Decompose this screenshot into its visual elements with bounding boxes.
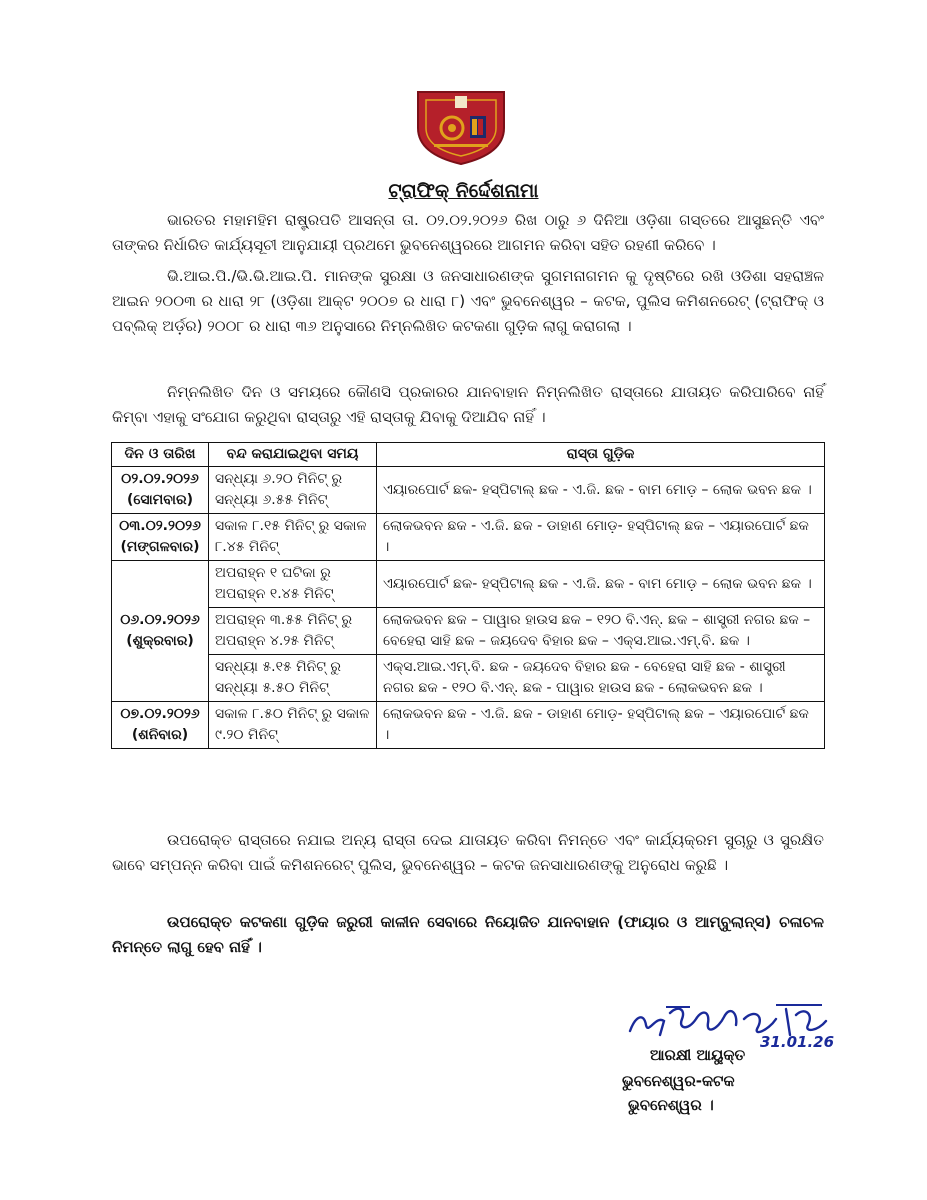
restriction-paragraph: ନିମ୍ନଲିଖିତ ଦିନ ଓ ସମୟରେ କୌଣସି ପ୍ରକାରର ଯାନବାହାନ ନିମ୍ନଲିଖିତ ରାସ୍ତାରେ ଯାତାୟତ କରିପାରିବେ ନାହିଁ କିମ୍ବା ଏହାକୁ ସଂଯୋଗ କରୁଥିବା ରାସ୍ତାରୁ ଏହି ରାସ୍ତାକୁ ଯିବାକୁ ଦିଆଯିବ ନାହିଁ । — [112, 383, 824, 426]
restriction-schedule-table — [111, 442, 825, 749]
time-cell: ଅପରାହ୍ନ ୩.୫୫ ମିନିଟ୍ ରୁ ଅପରାହ୍ନ ୪.୨୫ ମିନିଟ୍ — [209, 608, 377, 655]
day-value: (ସୋମବାର) — [127, 492, 193, 508]
table-header-row — [112, 443, 825, 467]
date-value: ୦୩.୦୨.୨୦୨୬ — [119, 518, 201, 534]
route-cell: ଏକ୍ସ.ଆଇ.ଏମ୍.ବି. ଛକ - ଜୟଦେବ ବିହାର ଛକ - ବେହେରା ସାହି ଛକ - ଶାସ୍ତ୍ରୀ ନଗର ଛକ - ୧୨୦ ବି.ଏନ୍. ଛକ - ପାୱାର ହାଉସ ଛକ - ଲୋକଭବନ ଛକ । — [377, 655, 825, 702]
day-value: (ମଙ୍ଗଳବାର) — [120, 539, 200, 555]
date-value: ୦୭.୦୨.୨୦୨୬ — [120, 706, 200, 722]
time-cell: ସକାଳ ୮.୫୦ ମିନିଟ୍ ରୁ ସକାଳ ୯.୨୦ ମିନିଟ୍ — [209, 702, 377, 749]
table-row — [112, 702, 825, 749]
date-value: ୦୬.୦୨.୨୦୨୬ — [120, 612, 200, 628]
table-row — [112, 514, 825, 561]
day-value: (ଶନିବାର) — [131, 727, 189, 743]
route-cell: ଲୋକଭବନ ଛକ - ଏ.ଜି. ଛକ - ଡାହାଣ ମୋଡ଼- ହସ୍ପିଟାଲ୍ ଛକ – ଏୟାରପୋର୍ଟ ଛକ । — [377, 514, 825, 561]
time-cell: ସନ୍ଧ୍ୟା ୬.୨୦ ମିନିଟ୍ ରୁ ସନ୍ଧ୍ୟା ୬.୫୫ ମିନିଟ୍ — [209, 467, 377, 514]
route-cell: ଏୟାରପୋର୍ଟ ଛକ- ହସ୍ପିଟାଲ୍ ଛକ - ଏ.ଜି. ଛକ - ବାମ ମୋଡ଼ – ଲୋକ ଭବନ ଛକ । — [377, 467, 825, 514]
date-cell — [112, 561, 209, 702]
legal-basis-paragraph: ଭି.ଆଇ.ପି./ଭି.ଭି.ଆଇ.ପି. ମାନଙ୍କ ସୁରକ୍ଷା ଓ ଜନସାଧାରଣଙ୍କ ସୁଗମନାଗମନ କୁ ଦୃଷ୍ଟିରେ ରଖି ଓଡିଶା ସହରାଞ୍ଚଳ ଆଇନ ୨୦୦୩ ର ଧାରା ୨୮ (ଓଡ଼ିଶା ଆକ୍ଟ ୨୦୦୭ ର ଧାରା ୮) ଏବଂ ଭୁବନେଶ୍ୱର – କଟକ, ପୁଲିସ କମିଶନରେଟ୍ (ଟ୍ରାଫିକ୍ ଓ ପବ୍ଲିକ୍ ଅର୍ଡ଼ର) ୨୦୦୮ ର ଧାରା ୩୬ ଅନୁସାରେ ନିମ୍ନଲିଖିତ କଟକଣା ଗୁଡ଼ିକ ଲାଗୁ କରାଗଲା । — [112, 267, 824, 335]
route-cell: ଏୟାରପୋର୍ଟ ଛକ- ହସ୍ପିଟାଲ୍ ଛକ - ଏ.ଜି. ଛକ - ବାମ ମୋଡ଼ – ଲୋକ ଭବନ ଛକ । — [377, 561, 825, 608]
date-cell — [112, 514, 209, 561]
table-row — [112, 467, 825, 514]
designation: ଆରକ୍ଷୀ ଆୟୁକ୍ତ — [650, 1046, 746, 1064]
time-cell: ସନ୍ଧ୍ୟା ୫.୧୫ ମିନିଟ୍ ରୁ ସନ୍ଧ୍ୟା ୫.୫୦ ମିନିଟ୍ — [209, 655, 377, 702]
time-cell: ସକାଳ ୮.୧୫ ମିନିଟ୍ ରୁ ସକାଳ ୮.୪୫ ମିନିଟ୍ — [209, 514, 377, 561]
header-time: ବନ୍ଦ କରାଯାଇଥିବା ସମୟ — [209, 443, 377, 467]
route-cell: ଲୋକଭବନ ଛକ - ଏ.ଜି. ଛକ - ଡାହାଣ ମୋଡ଼- ହସ୍ପିଟାଲ୍ ଛକ – ଏୟାରପୋର୍ଟ ଛକ । — [377, 702, 825, 749]
exemption-paragraph: ଉପରୋକ୍ତ କଟକଣା ଗୁଡ଼ିକ ଜରୁରୀ କାଳୀନ ସେବାରେ ନିୟୋଜିତ ଯାନବାହାନ (ଫାୟାର ଓ ଆମ୍ବୁଲାନ୍ସ) ଚଳାଚଳ ନିମନ୍ତେ ଲାଗୁ ହେବ ନାହିଁ । — [112, 913, 824, 956]
jurisdiction: ଭୁବନେଶ୍ୱର-କଟକ — [622, 1072, 735, 1090]
document-title: ଟ୍ରାଫିକ୍ ନିର୍ଦ୍ଦେଶନାମା — [388, 180, 539, 202]
time-cell: ଅପରାହ୍ନ ୧ ଘଟିକା ରୁ ଅପରାହ୍ନ ୧.୪୫ ମିନିଟ୍ — [209, 561, 377, 608]
date-value: ୦୨.୦୨.୨୦୨୬ — [121, 471, 199, 487]
request-paragraph: ଉପରୋକ୍ତ ରାସ୍ତାରେ ନଯାଇ ଅନ୍ୟ ରାସ୍ତା ଦେଇ ଯାତାୟତ କରିବା ନିମନ୍ତେ ଏବଂ କାର୍ଯ୍ୟକ୍ରମ ସୁଚାରୁ ଓ ସୁରକ୍ଷିତ ଭାବେ ସମ୍ପନ୍ନ କରିବା ପାଇଁ କମିଶନରେଟ୍ ପୁଲିସ, ଭୁବନେଶ୍ୱର – କଟକ ଜନସାଧାରଣଙ୍କୁ ଅନୁରୋଧ କରୁଛି । — [112, 831, 824, 874]
header-route: ରାସ୍ତା ଗୁଡ଼ିକ — [377, 443, 825, 467]
day-value: (ଶୁକ୍ରବାର) — [126, 633, 194, 649]
table-row — [112, 608, 825, 655]
signature-date: 31.01.26 — [760, 1033, 835, 1051]
intro-paragraph: ଭାରତର ମହାମହିମ ରାଷ୍ଟ୍ରପତି ଆସନ୍ତା ତା. ୦୨.୦୨.୨୦୨୬ ରିଖ ଠାରୁ ୬ ଦିନିଆ ଓଡ଼ିଶା ଗସ୍ତରେ ଆସୁଛନ୍ତି ଏବଂ ତାଙ୍କର ନିର୍ଧାରିତ କାର୍ଯ୍ୟସୂଚୀ ଆନୁଯାୟୀ ପ୍ରଥମେ ଭୁବନେଶ୍ୱରରେ ଆଗମନ କରିବା ସହିତ ରହଣୀ କରିବେ । — [112, 211, 824, 254]
date-cell — [112, 702, 209, 749]
location: ଭୁବନେଶ୍ୱର । — [628, 1096, 714, 1114]
route-cell: ଲୋକଭବନ ଛକ – ପାୱାର ହାଉସ ଛକ – ୧୨୦ ବି.ଏନ୍. ଛକ – ଶାସ୍ତ୍ରୀ ନଗର ଛକ – ବେହେରା ସାହି ଛକ – ଜୟଦେବ ବିହାର ଛକ – ଏକ୍ସ.ଆଇ.ଏମ୍.ବି. ଛକ । — [377, 608, 825, 655]
date-cell — [112, 467, 209, 514]
header-date: ଦିନ ଓ ତାରିଖ — [112, 443, 209, 467]
police-emblem-logo — [412, 88, 510, 166]
table-row — [112, 561, 825, 608]
table-row — [112, 655, 825, 702]
